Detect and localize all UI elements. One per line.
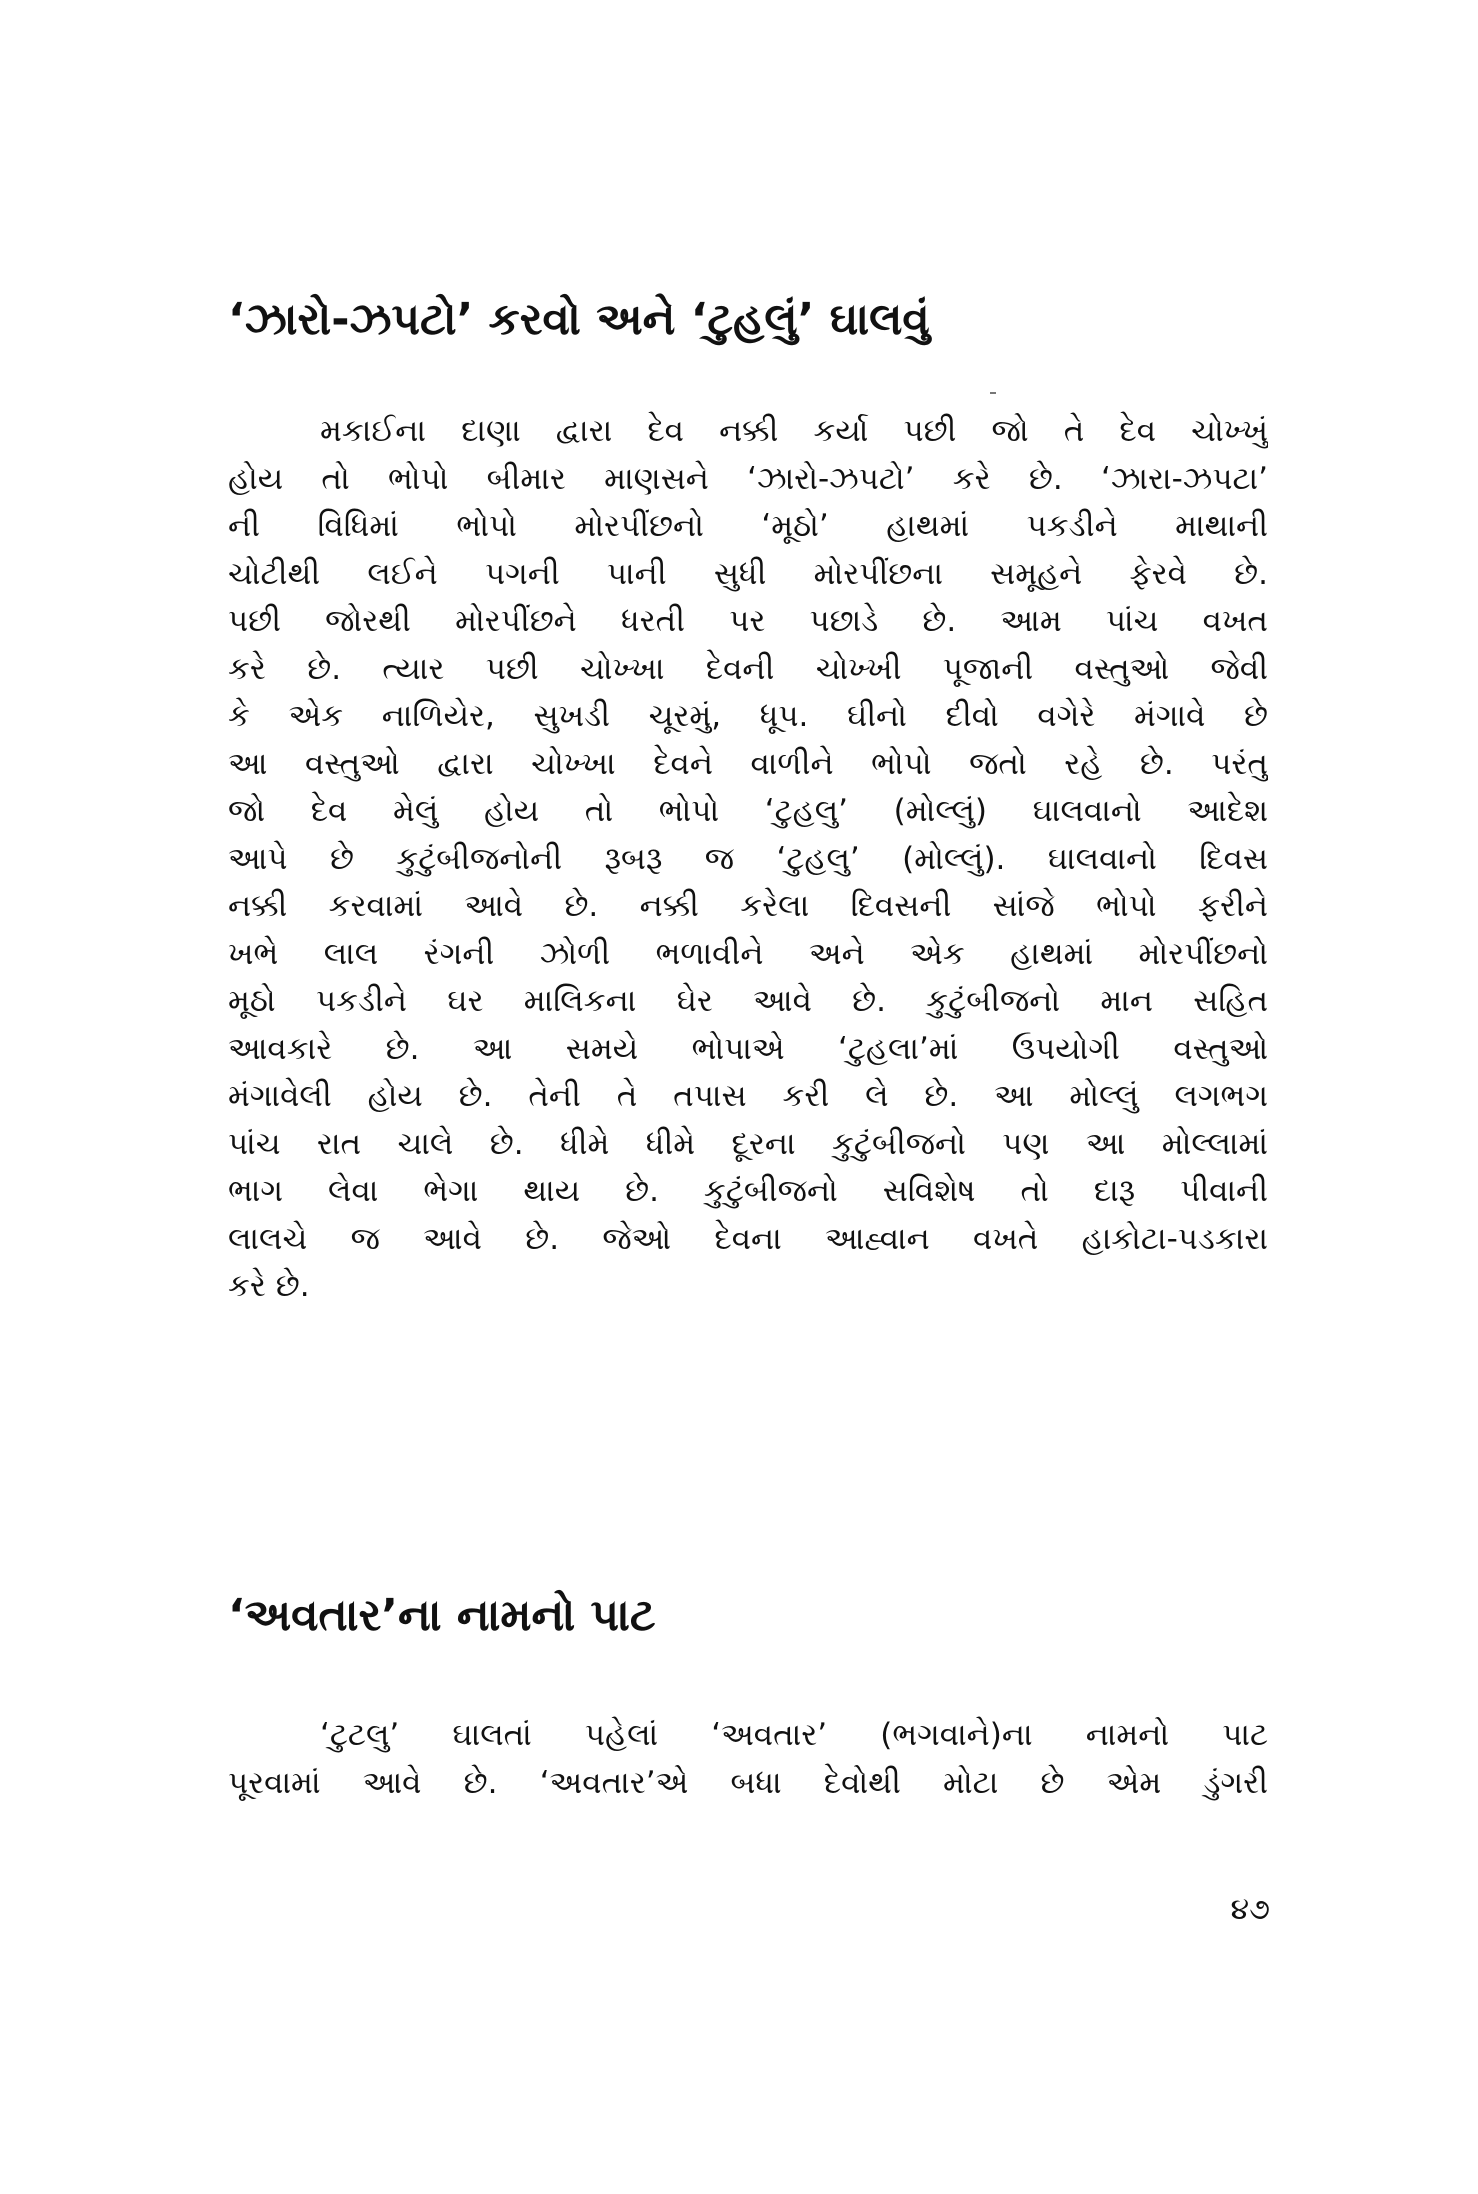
text-line: લાલચે જ આવે છે. જેઓ દેવના આહ્વાન વખતે હાકોટા-પડકારા	[228, 1220, 1268, 1257]
text-line: પૂરવામાં આવે છે. ‘અવતાર’એ બધા દેવોથી મોટા છે એમ ડુંગરી	[228, 1764, 1268, 1801]
text-line: ચોટીથી લઈને પગની પાની સુધી મોરપીંછના સમૂહને ફેરવે છે.	[228, 555, 1268, 592]
text-line: મૂઠો પકડીને ઘર માલિકના ઘેર આવે છે. કુટુંબીજનો માન સહિત	[228, 983, 1268, 1019]
text-line: આ વસ્તુઓ દ્વારા ચોખ્ખા દેવને વાળીને ભોપો જતો રહે છે. પરંતુ	[228, 745, 1268, 782]
paragraph-avatar-paat	[228, 1712, 1268, 1807]
text-line: કરે છે. ત્યાર પછી ચોખ્ખા દેવની ચોખ્ખી પૂજાની વસ્તુઓ જેવી	[228, 650, 1268, 687]
text-line: પછી જોરથી મોરપીંછને ધરતી પર પછાડે છે. આમ પાંચ વખત	[228, 603, 1268, 639]
paragraph-jharo-jhapto	[228, 408, 1268, 1311]
section-heading-avatar-paat: ‘અવતાર’ના નામનો પાટ	[228, 1590, 656, 1641]
text-line: ખભે લાલ રંગની ઝોળી ભળાવીને અને એક હાથમાં મોરપીંછનો	[228, 935, 1268, 972]
text-line: હોય તો ભોપો બીમાર માણસને ‘ઝારો-ઝપટો’ કરે છે. ‘ઝારા-ઝપટા’	[228, 460, 1268, 497]
text-line: ‘ટુટલુ’ ઘાલતાં પહેલાં ‘અવતાર’ (ભગવાને)ના નામનો પાટ	[320, 1717, 1268, 1753]
section-heading-jharo-jhapto: ‘ઝારો-ઝપટો’ કરવો અને ‘ટુહલું’ ઘાલવું	[228, 294, 930, 345]
text-line: કે એક નાળિયેર, સુખડી ચૂરમું, ધૂપ. ઘીનો દીવો વગેરે મંગાવે છે	[228, 698, 1268, 734]
page-number: ૪૭	[1230, 1892, 1270, 1927]
text-line: ની વિધિમાં ભોપો મોરપીંછનો ‘મૂઠો’ હાથમાં પકડીને માથાની	[228, 508, 1268, 544]
text-line: પાંચ રાત ચાલે છે. ધીમે ધીમે દૂરના કુટુંબીજનો પણ આ મોલ્લામાં	[228, 1125, 1268, 1162]
text-line: નક્કી કરવામાં આવે છે. નક્કી કરેલા દિવસની સાંજે ભોપો ફરીને	[228, 888, 1268, 924]
text-line: કરે છે.	[228, 1268, 310, 1304]
text-line: આપે છે કુટુંબીજનોની રૂબરૂ જ ‘ટુહલુ’ (મોલ્લું). ઘાલવાનો દિવસ	[228, 840, 1268, 877]
text-line: મકાઈના દાણા દ્વારા દેવ નક્કી કર્યા પછી જો તે દેવ ચોખ્ખું	[320, 413, 1268, 449]
divider-mark	[990, 392, 996, 394]
text-line: આવકારે છે. આ સમયે ભોપાએ ‘ટુહલા’માં ઉપયોગી વસ્તુઓ	[228, 1030, 1268, 1067]
text-line: મંગાવેલી હોય છે. તેની તે તપાસ કરી લે છે. આ મોલ્લું લગભગ	[228, 1078, 1268, 1114]
text-line: જો દેવ મેલું હોય તો ભોપો ‘ટુહલુ’ (મોલ્લું) ઘાલવાનો આદેશ	[228, 793, 1268, 829]
text-line: ભાગ લેવા ભેગા થાય છે. કુટુંબીજનો સવિશેષ તો દારૂ પીવાની	[228, 1173, 1268, 1209]
